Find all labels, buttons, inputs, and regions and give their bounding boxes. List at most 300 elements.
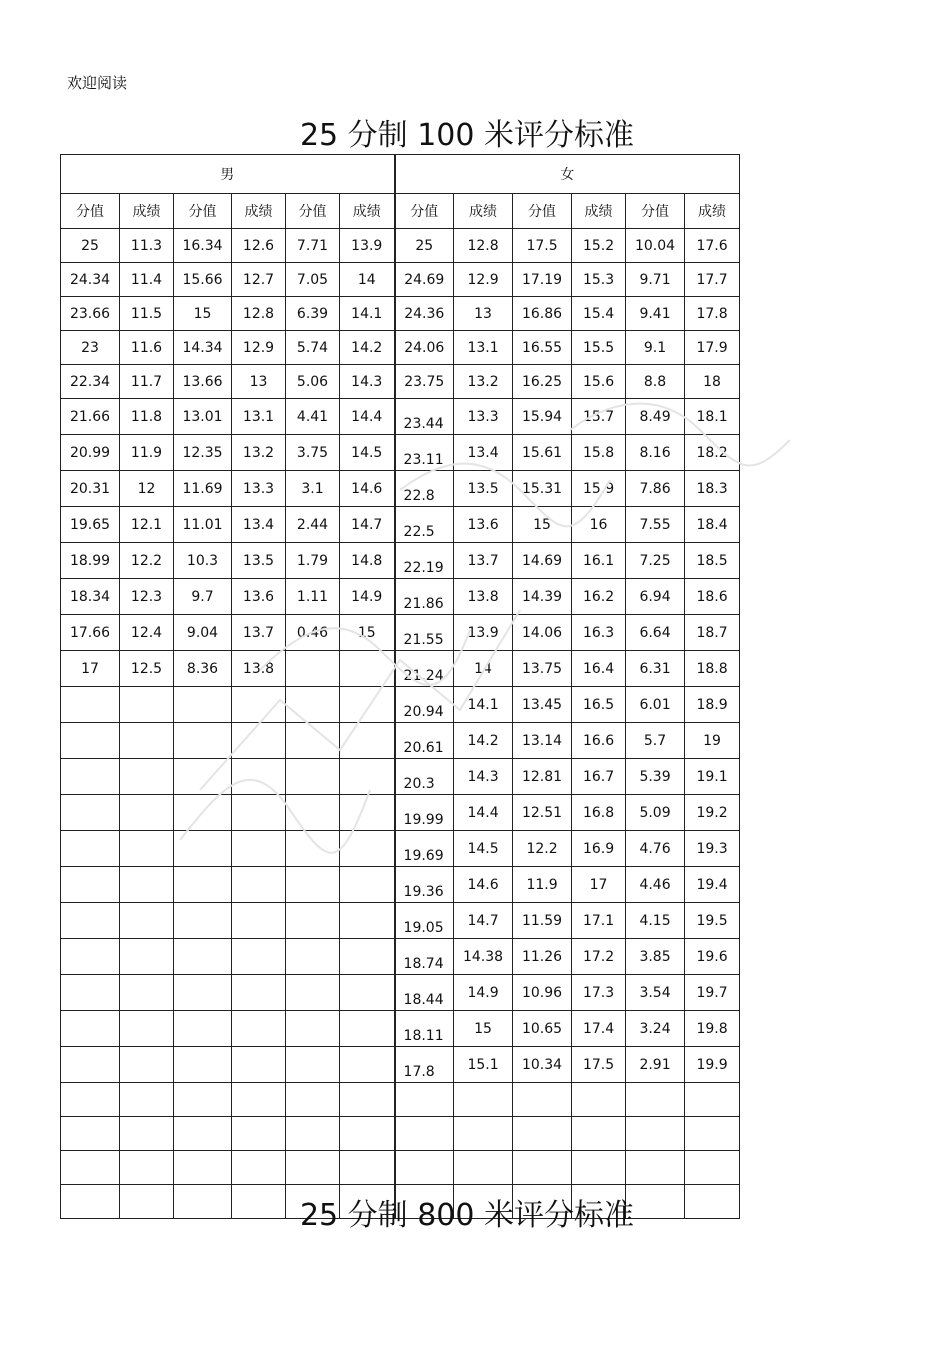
table-cell	[286, 651, 340, 687]
table-cell: 22.8	[395, 471, 454, 507]
table-cell: 14.5	[340, 435, 395, 471]
table-cell	[174, 1117, 232, 1151]
table-cell: 13.3	[232, 471, 286, 507]
table-cell	[61, 939, 120, 975]
table-cell: 16.34	[174, 229, 232, 263]
table-cell: 16.86	[513, 297, 572, 331]
table-cell	[174, 1047, 232, 1083]
table-cell: 16.7	[572, 759, 626, 795]
column-header: 成绩	[340, 194, 395, 229]
table-cell: 17.66	[61, 615, 120, 651]
table-cell: 6.01	[626, 687, 685, 723]
table-cell: 13.66	[174, 365, 232, 399]
table-cell: 20.94	[395, 687, 454, 723]
table-row	[61, 831, 740, 867]
table-cell: 17.7	[685, 263, 740, 297]
table-cell	[685, 1151, 740, 1185]
table-cell	[340, 1047, 395, 1083]
table-cell: 17.4	[572, 1011, 626, 1047]
table-cell: 25	[61, 229, 120, 263]
table-cell: 11.01	[174, 507, 232, 543]
table-row	[61, 365, 740, 399]
table-cell: 18.9	[685, 687, 740, 723]
table-cell	[174, 1151, 232, 1185]
table-cell	[120, 1011, 174, 1047]
table-cell: 4.41	[286, 399, 340, 435]
table-cell: 13.6	[454, 507, 513, 543]
table-cell: 11.3	[120, 229, 174, 263]
table-cell	[232, 831, 286, 867]
table-cell: 14	[340, 263, 395, 297]
table-cell: 13.5	[454, 471, 513, 507]
group-female: 女	[395, 155, 740, 194]
table-cell: 5.09	[626, 795, 685, 831]
table-cell: 18.34	[61, 579, 120, 615]
table-cell	[340, 651, 395, 687]
table-cell: 3.54	[626, 975, 685, 1011]
table-cell	[286, 903, 340, 939]
table-cell	[286, 723, 340, 759]
table-cell: 12.6	[232, 229, 286, 263]
table-cell: 17.5	[513, 229, 572, 263]
table-cell: 14.2	[454, 723, 513, 759]
table-cell: 13.4	[232, 507, 286, 543]
header-note: 欢迎阅读	[67, 74, 128, 92]
table-cell: 2.91	[626, 1047, 685, 1083]
table-cell: 14.34	[174, 331, 232, 365]
table-cell	[232, 1047, 286, 1083]
table-cell: 7.55	[626, 507, 685, 543]
table-cell	[232, 867, 286, 903]
table-row	[61, 975, 740, 1011]
table-cell: 14.3	[454, 759, 513, 795]
table-cell: 12.81	[513, 759, 572, 795]
table-row	[61, 1117, 740, 1151]
table-cell	[286, 795, 340, 831]
table-cell: 13.7	[454, 543, 513, 579]
table-cell: 21.55	[395, 615, 454, 651]
table-cell	[120, 939, 174, 975]
table-row	[61, 579, 740, 615]
table-cell: 13.7	[232, 615, 286, 651]
table-cell: 23.66	[61, 297, 120, 331]
table-cell: 14.1	[340, 297, 395, 331]
table-cell: 19.1	[685, 759, 740, 795]
table-cell: 11.8	[120, 399, 174, 435]
table-cell	[61, 831, 120, 867]
table-cell: 23.11	[395, 435, 454, 471]
table-cell: 17.8	[685, 297, 740, 331]
table-cell	[120, 831, 174, 867]
table-cell	[286, 831, 340, 867]
table-cell	[61, 903, 120, 939]
table-cell: 14	[454, 651, 513, 687]
table-cell: 18.8	[685, 651, 740, 687]
table-cell: 18	[685, 365, 740, 399]
table-cell: 16.1	[572, 543, 626, 579]
table-cell: 3.1	[286, 471, 340, 507]
table-row	[61, 1151, 740, 1185]
table-cell: 10.3	[174, 543, 232, 579]
table-cell: 14.6	[454, 867, 513, 903]
table-cell	[174, 1083, 232, 1117]
table-cell: 18.44	[395, 975, 454, 1011]
table-cell: 15	[454, 1011, 513, 1047]
table-cell: 18.11	[395, 1011, 454, 1047]
table-cell: 6.64	[626, 615, 685, 651]
table-cell: 17.2	[572, 939, 626, 975]
table-cell: 14.7	[454, 903, 513, 939]
table-cell: 12.1	[120, 507, 174, 543]
table-cell: 14.8	[340, 543, 395, 579]
table-cell	[174, 795, 232, 831]
table-cell	[120, 1117, 174, 1151]
table-cell: 12.9	[232, 331, 286, 365]
table-cell: 14.69	[513, 543, 572, 579]
table-cell	[174, 867, 232, 903]
table-cell: 25	[395, 229, 454, 263]
table-cell: 3.85	[626, 939, 685, 975]
table-cell: 16	[572, 507, 626, 543]
table-cell: 9.71	[626, 263, 685, 297]
table-cell	[395, 1117, 454, 1151]
table-cell	[120, 1047, 174, 1083]
table-cell: 2.44	[286, 507, 340, 543]
table-cell: 11.9	[513, 867, 572, 903]
table-cell	[395, 1083, 454, 1117]
table-cell: 22.5	[395, 507, 454, 543]
table-cell	[286, 687, 340, 723]
table-cell	[120, 795, 174, 831]
table-cell: 17	[572, 867, 626, 903]
table-cell: 12.2	[120, 543, 174, 579]
table-cell: 4.15	[626, 903, 685, 939]
table-cell: 12.3	[120, 579, 174, 615]
table-cell: 12.8	[232, 297, 286, 331]
table-cell: 11.6	[120, 331, 174, 365]
table-row	[61, 229, 740, 263]
table-cell: 13.6	[232, 579, 286, 615]
table-row	[61, 651, 740, 687]
table-row	[61, 331, 740, 365]
table-row	[61, 263, 740, 297]
column-header: 成绩	[120, 194, 174, 229]
table-row	[61, 867, 740, 903]
table-cell	[626, 1083, 685, 1117]
table-cell: 15	[174, 297, 232, 331]
table-cell	[340, 1083, 395, 1117]
table-cell: 19.05	[395, 903, 454, 939]
table-cell	[120, 687, 174, 723]
table-row	[61, 471, 740, 507]
column-header: 成绩	[685, 194, 740, 229]
table-cell: 15.6	[572, 365, 626, 399]
table-cell: 11.69	[174, 471, 232, 507]
table-cell	[340, 1151, 395, 1185]
table-cell	[232, 1117, 286, 1151]
table-cell: 15	[340, 615, 395, 651]
table-cell: 17.8	[395, 1047, 454, 1083]
table-cell: 19.8	[685, 1011, 740, 1047]
table-cell: 19.6	[685, 939, 740, 975]
table-cell: 12.2	[513, 831, 572, 867]
table-cell: 14.39	[513, 579, 572, 615]
table-cell: 14.9	[454, 975, 513, 1011]
table-cell: 19.9	[685, 1047, 740, 1083]
table-cell	[685, 1083, 740, 1117]
table-row	[61, 795, 740, 831]
column-header: 分值	[395, 194, 454, 229]
table-row	[61, 687, 740, 723]
table-cell	[286, 1047, 340, 1083]
table-cell	[286, 975, 340, 1011]
table-row	[61, 759, 740, 795]
table-cell: 19.69	[395, 831, 454, 867]
table-cell: 15.9	[572, 471, 626, 507]
table-cell: 0.46	[286, 615, 340, 651]
table-row	[61, 297, 740, 331]
table-cell	[61, 759, 120, 795]
table-cell: 5.06	[286, 365, 340, 399]
table-cell: 24.06	[395, 331, 454, 365]
table-cell: 14.3	[340, 365, 395, 399]
table-cell: 13.75	[513, 651, 572, 687]
table-cell	[232, 1151, 286, 1185]
table-cell: 10.04	[626, 229, 685, 263]
table-cell	[340, 723, 395, 759]
table-cell	[120, 723, 174, 759]
table-cell: 15.3	[572, 263, 626, 297]
table-cell	[340, 1117, 395, 1151]
table-cell: 20.31	[61, 471, 120, 507]
table-cell: 3.75	[286, 435, 340, 471]
table-cell: 4.46	[626, 867, 685, 903]
table-cell: 16.2	[572, 579, 626, 615]
table-cell: 16.8	[572, 795, 626, 831]
table-cell: 18.4	[685, 507, 740, 543]
table-cell: 12.5	[120, 651, 174, 687]
column-header: 分值	[626, 194, 685, 229]
table-cell: 13.1	[454, 331, 513, 365]
table-cell	[120, 1083, 174, 1117]
table-cell: 16.3	[572, 615, 626, 651]
group-male: 男	[61, 155, 395, 194]
table-cell	[232, 687, 286, 723]
table-cell: 14.7	[340, 507, 395, 543]
table-cell: 12.35	[174, 435, 232, 471]
table-cell	[626, 1151, 685, 1185]
table-cell	[61, 795, 120, 831]
table-row	[61, 615, 740, 651]
column-header: 成绩	[454, 194, 513, 229]
table-cell: 18.7	[685, 615, 740, 651]
table-cell: 7.86	[626, 471, 685, 507]
table-cell: 19.65	[61, 507, 120, 543]
table-cell: 8.36	[174, 651, 232, 687]
table-cell: 24.34	[61, 263, 120, 297]
table-cell: 14.6	[340, 471, 395, 507]
table-cell: 8.16	[626, 435, 685, 471]
table-cell	[174, 939, 232, 975]
table-cell	[120, 867, 174, 903]
table-cell	[340, 939, 395, 975]
table-cell: 6.31	[626, 651, 685, 687]
table-cell: 14.2	[340, 331, 395, 365]
table-cell	[232, 795, 286, 831]
table-cell: 11.4	[120, 263, 174, 297]
table-cell: 13.8	[454, 579, 513, 615]
table-cell: 14.4	[454, 795, 513, 831]
table-cell	[61, 1117, 120, 1151]
table-cell: 22.34	[61, 365, 120, 399]
table-cell	[340, 795, 395, 831]
table-cell: 13.1	[232, 399, 286, 435]
table-cell: 23.44	[395, 399, 454, 435]
table-cell	[232, 1083, 286, 1117]
column-header: 成绩	[232, 194, 286, 229]
table-cell: 14.9	[340, 579, 395, 615]
table-cell: 13.9	[340, 229, 395, 263]
table-cell: 24.69	[395, 263, 454, 297]
table-cell	[340, 975, 395, 1011]
table-row	[61, 543, 740, 579]
table-row	[61, 1083, 740, 1117]
table-cell: 18.99	[61, 543, 120, 579]
table-cell: 20.3	[395, 759, 454, 795]
table-cell: 9.7	[174, 579, 232, 615]
table-cell: 9.41	[626, 297, 685, 331]
table-cell	[174, 687, 232, 723]
table-cell	[286, 867, 340, 903]
table-cell	[120, 903, 174, 939]
table-cell: 15.8	[572, 435, 626, 471]
table-cell: 16.5	[572, 687, 626, 723]
table-cell	[572, 1083, 626, 1117]
table-cell: 13.4	[454, 435, 513, 471]
table-cell: 14.5	[454, 831, 513, 867]
gender-header-row	[61, 155, 740, 194]
table-cell: 13.8	[232, 651, 286, 687]
column-header: 成绩	[572, 194, 626, 229]
table-cell: 13.01	[174, 399, 232, 435]
score-table	[60, 154, 740, 1219]
table-cell: 3.24	[626, 1011, 685, 1047]
table-cell	[340, 903, 395, 939]
table-cell: 1.11	[286, 579, 340, 615]
table-cell: 5.39	[626, 759, 685, 795]
table-cell	[572, 1117, 626, 1151]
table-cell	[61, 1151, 120, 1185]
table-cell	[513, 1117, 572, 1151]
table-cell: 13.2	[454, 365, 513, 399]
table-cell: 19.7	[685, 975, 740, 1011]
table-cell	[61, 1047, 120, 1083]
table-cell	[232, 723, 286, 759]
table-cell	[286, 1151, 340, 1185]
table-cell	[513, 1151, 572, 1185]
table-cell: 13.9	[454, 615, 513, 651]
table-cell	[61, 1083, 120, 1117]
table-cell: 14.38	[454, 939, 513, 975]
table-cell: 15.1	[454, 1047, 513, 1083]
table-cell: 16.25	[513, 365, 572, 399]
table-cell: 7.05	[286, 263, 340, 297]
table-cell: 13	[232, 365, 286, 399]
table-cell	[685, 1117, 740, 1151]
table-cell	[120, 975, 174, 1011]
table-cell: 18.5	[685, 543, 740, 579]
table-cell: 23.75	[395, 365, 454, 399]
table-cell: 13.14	[513, 723, 572, 759]
table-cell	[61, 867, 120, 903]
table-cell: 13	[454, 297, 513, 331]
table-cell	[286, 1011, 340, 1047]
table-cell: 21.24	[395, 651, 454, 687]
table-cell	[61, 723, 120, 759]
table-cell: 8.8	[626, 365, 685, 399]
table-cell: 10.65	[513, 1011, 572, 1047]
table-cell	[232, 975, 286, 1011]
table-cell: 16.55	[513, 331, 572, 365]
table-cell: 19.36	[395, 867, 454, 903]
table-cell	[454, 1083, 513, 1117]
table-cell: 6.94	[626, 579, 685, 615]
table-cell: 18.6	[685, 579, 740, 615]
table-cell: 16.4	[572, 651, 626, 687]
table-cell	[174, 975, 232, 1011]
table-cell	[340, 831, 395, 867]
table-cell	[286, 939, 340, 975]
table-cell: 9.1	[626, 331, 685, 365]
table-cell	[120, 759, 174, 795]
table-cell	[174, 723, 232, 759]
table-cell	[61, 975, 120, 1011]
table-cell: 19.4	[685, 867, 740, 903]
table-cell: 12	[120, 471, 174, 507]
table-cell: 19	[685, 723, 740, 759]
table-cell: 18.1	[685, 399, 740, 435]
column-header: 分值	[61, 194, 120, 229]
table-cell: 15.66	[174, 263, 232, 297]
table-cell: 4.76	[626, 831, 685, 867]
table-row	[61, 723, 740, 759]
table-cell	[174, 759, 232, 795]
table-cell: 18.3	[685, 471, 740, 507]
table-cell: 14.06	[513, 615, 572, 651]
table-cell: 12.51	[513, 795, 572, 831]
table-cell: 15.4	[572, 297, 626, 331]
table-cell: 10.34	[513, 1047, 572, 1083]
table-cell: 22.19	[395, 543, 454, 579]
table-cell: 17.3	[572, 975, 626, 1011]
table-cell: 18.74	[395, 939, 454, 975]
table-cell	[340, 1011, 395, 1047]
table-cell: 17	[61, 651, 120, 687]
column-header-row	[61, 194, 740, 229]
table-cell: 12.7	[232, 263, 286, 297]
table-cell: 24.36	[395, 297, 454, 331]
table-cell: 15.2	[572, 229, 626, 263]
table-cell: 13.45	[513, 687, 572, 723]
title-800m: 25 分制 800 米评分标准	[299, 1198, 635, 1233]
table-cell: 15.5	[572, 331, 626, 365]
table-cell: 11.59	[513, 903, 572, 939]
table-cell: 17.9	[685, 331, 740, 365]
table-cell: 17.19	[513, 263, 572, 297]
table-row	[61, 939, 740, 975]
table-cell: 12.9	[454, 263, 513, 297]
column-header: 分值	[174, 194, 232, 229]
